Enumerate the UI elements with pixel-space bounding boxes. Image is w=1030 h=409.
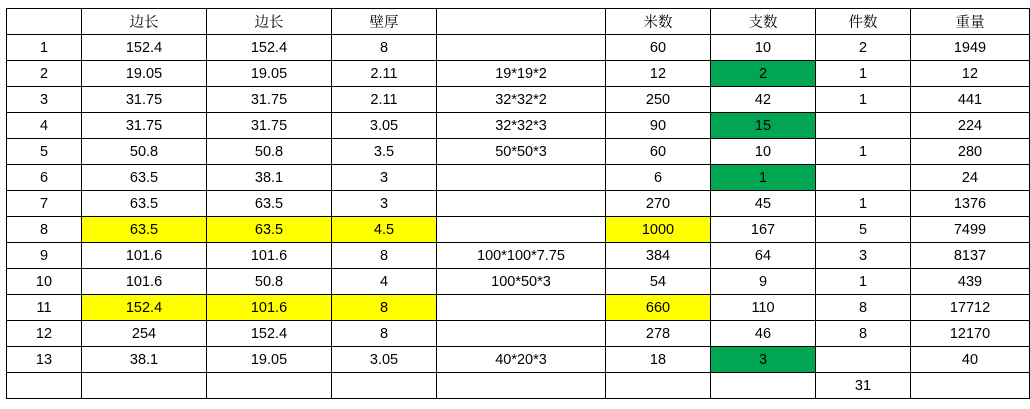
cell-spec[interactable]: 100*50*3 xyxy=(437,269,606,295)
cell-wall-thickness[interactable]: 8 xyxy=(332,321,437,347)
cell-wall-thickness[interactable]: 8 xyxy=(332,35,437,61)
data-table xyxy=(6,8,1030,399)
cell-bundles[interactable]: 1 xyxy=(816,269,911,295)
cell-wall-thickness[interactable]: 3.05 xyxy=(332,347,437,373)
cell-bundles[interactable]: 31 xyxy=(816,373,911,399)
cell-bundles[interactable] xyxy=(816,165,911,191)
cell-pieces[interactable]: 167 xyxy=(711,217,816,243)
cell-meters[interactable]: 278 xyxy=(606,321,711,347)
cell-side-length-1[interactable]: 254 xyxy=(82,321,207,347)
column-header-meters: 米数 xyxy=(606,9,711,35)
cell-meters[interactable]: 250 xyxy=(606,87,711,113)
cell-side-length-1[interactable]: 50.8 xyxy=(82,139,207,165)
cell-spec[interactable]: 100*100*7.75 xyxy=(437,243,606,269)
cell-meters[interactable]: 60 xyxy=(606,35,711,61)
column-header-bundles: 件数 xyxy=(816,9,911,35)
cell-index[interactable]: 4 xyxy=(7,113,82,139)
table-row xyxy=(7,321,1030,347)
cell-index[interactable]: 13 xyxy=(7,347,82,373)
cell-side-length-2[interactable]: 31.75 xyxy=(207,113,332,139)
cell-side-length-2[interactable]: 19.05 xyxy=(207,61,332,87)
column-header-weight: 重量 xyxy=(911,9,1030,35)
cell-side-length-2[interactable]: 31.75 xyxy=(207,87,332,113)
cell-wall-thickness[interactable]: 3 xyxy=(332,165,437,191)
cell-meters[interactable]: 54 xyxy=(606,269,711,295)
cell-wall-thickness[interactable]: 8 xyxy=(332,295,437,321)
cell-weight[interactable]: 1376 xyxy=(911,191,1030,217)
cell-pieces[interactable]: 1 xyxy=(711,165,816,191)
cell-spec[interactable]: 32*32*3 xyxy=(437,113,606,139)
cell-side-length-1[interactable]: 19.05 xyxy=(82,61,207,87)
cell-weight[interactable]: 12170 xyxy=(911,321,1030,347)
table-row xyxy=(7,295,1030,321)
cell-spec[interactable] xyxy=(437,165,606,191)
cell-side-length-1[interactable]: 63.5 xyxy=(82,191,207,217)
cell-pieces[interactable]: 15 xyxy=(711,113,816,139)
cell-spec[interactable]: 40*20*3 xyxy=(437,347,606,373)
cell-side-length-2[interactable]: 152.4 xyxy=(207,321,332,347)
cell-pieces[interactable]: 110 xyxy=(711,295,816,321)
cell-side-length-2[interactable]: 19.05 xyxy=(207,347,332,373)
cell-side-length-2[interactable]: 152.4 xyxy=(207,35,332,61)
table-row xyxy=(7,217,1030,243)
cell-bundles[interactable]: 2 xyxy=(816,35,911,61)
cell-side-length-2[interactable]: 63.5 xyxy=(207,191,332,217)
table-row xyxy=(7,269,1030,295)
cell-wall-thickness[interactable]: 3.5 xyxy=(332,139,437,165)
cell-spec[interactable]: 19*19*2 xyxy=(437,61,606,87)
cell-pieces[interactable]: 64 xyxy=(711,243,816,269)
cell-side-length-1[interactable]: 31.75 xyxy=(82,113,207,139)
cell-meters[interactable]: 270 xyxy=(606,191,711,217)
cell-meters[interactable] xyxy=(606,373,711,399)
cell-meters[interactable]: 660 xyxy=(606,295,711,321)
cell-index[interactable]: 5 xyxy=(7,139,82,165)
cell-index[interactable]: 3 xyxy=(7,87,82,113)
cell-index[interactable]: 2 xyxy=(7,61,82,87)
column-header-side-length-1: 边长 xyxy=(82,9,207,35)
cell-spec[interactable] xyxy=(437,373,606,399)
cell-side-length-1[interactable]: 101.6 xyxy=(82,243,207,269)
cell-wall-thickness[interactable]: 4.5 xyxy=(332,217,437,243)
table-row xyxy=(7,113,1030,139)
cell-pieces[interactable] xyxy=(711,373,816,399)
cell-side-length-1[interactable]: 63.5 xyxy=(82,217,207,243)
cell-meters[interactable]: 384 xyxy=(606,243,711,269)
cell-meters[interactable]: 1000 xyxy=(606,217,711,243)
cell-side-length-1[interactable] xyxy=(82,373,207,399)
table-row xyxy=(7,165,1030,191)
table-row xyxy=(7,139,1030,165)
cell-side-length-2[interactable]: 50.8 xyxy=(207,269,332,295)
cell-meters[interactable]: 12 xyxy=(606,61,711,87)
cell-side-length-2[interactable]: 101.6 xyxy=(207,295,332,321)
cell-weight[interactable]: 7499 xyxy=(911,217,1030,243)
cell-pieces[interactable]: 2 xyxy=(711,61,816,87)
cell-side-length-2[interactable]: 50.8 xyxy=(207,139,332,165)
table-row xyxy=(7,347,1030,373)
cell-side-length-2[interactable]: 38.1 xyxy=(207,165,332,191)
cell-pieces[interactable]: 9 xyxy=(711,269,816,295)
cell-wall-thickness[interactable]: 2.11 xyxy=(332,87,437,113)
cell-index[interactable]: 11 xyxy=(7,295,82,321)
cell-weight[interactable]: 1949 xyxy=(911,35,1030,61)
cell-bundles[interactable]: 1 xyxy=(816,191,911,217)
cell-pieces[interactable]: 46 xyxy=(711,321,816,347)
cell-spec[interactable] xyxy=(437,191,606,217)
cell-bundles[interactable]: 3 xyxy=(816,243,911,269)
cell-bundles[interactable] xyxy=(816,113,911,139)
cell-wall-thickness[interactable]: 3 xyxy=(332,191,437,217)
cell-bundles[interactable]: 1 xyxy=(816,61,911,87)
cell-meters[interactable]: 6 xyxy=(606,165,711,191)
cell-side-length-1[interactable]: 101.6 xyxy=(82,269,207,295)
table-row xyxy=(7,61,1030,87)
cell-weight[interactable]: 24 xyxy=(911,165,1030,191)
cell-side-length-2[interactable]: 101.6 xyxy=(207,243,332,269)
column-header-wall-thickness: 壁厚 xyxy=(332,9,437,35)
cell-weight[interactable]: 8137 xyxy=(911,243,1030,269)
cell-wall-thickness[interactable]: 2.11 xyxy=(332,61,437,87)
cell-weight[interactable]: 40 xyxy=(911,347,1030,373)
cell-wall-thickness[interactable]: 4 xyxy=(332,269,437,295)
column-header-side-length-2: 边长 xyxy=(207,9,332,35)
cell-index[interactable]: 6 xyxy=(7,165,82,191)
cell-bundles[interactable]: 1 xyxy=(816,139,911,165)
cell-meters[interactable]: 18 xyxy=(606,347,711,373)
cell-index[interactable]: 8 xyxy=(7,217,82,243)
cell-wall-thickness[interactable]: 8 xyxy=(332,243,437,269)
cell-pieces[interactable]: 42 xyxy=(711,87,816,113)
cell-index[interactable]: 10 xyxy=(7,269,82,295)
cell-weight[interactable]: 12 xyxy=(911,61,1030,87)
cell-side-length-2[interactable] xyxy=(207,373,332,399)
cell-wall-thickness[interactable] xyxy=(332,373,437,399)
table-row xyxy=(7,35,1030,61)
table-row xyxy=(7,373,1030,399)
cell-index[interactable] xyxy=(7,373,82,399)
cell-weight[interactable] xyxy=(911,373,1030,399)
cell-spec[interactable] xyxy=(437,321,606,347)
cell-pieces[interactable]: 10 xyxy=(711,139,816,165)
table-body xyxy=(7,9,1030,399)
cell-spec[interactable] xyxy=(437,35,606,61)
cell-bundles[interactable]: 8 xyxy=(816,321,911,347)
table-row xyxy=(7,87,1030,113)
cell-side-length-1[interactable]: 152.4 xyxy=(82,295,207,321)
cell-side-length-1[interactable]: 38.1 xyxy=(82,347,207,373)
cell-bundles[interactable]: 5 xyxy=(816,217,911,243)
cell-spec[interactable]: 32*32*2 xyxy=(437,87,606,113)
column-header-pieces: 支数 xyxy=(711,9,816,35)
cell-spec[interactable] xyxy=(437,217,606,243)
cell-side-length-2[interactable]: 63.5 xyxy=(207,217,332,243)
column-header-spec xyxy=(437,9,606,35)
cell-bundles[interactable]: 1 xyxy=(816,87,911,113)
cell-side-length-1[interactable]: 152.4 xyxy=(82,35,207,61)
cell-meters[interactable]: 60 xyxy=(606,139,711,165)
cell-index[interactable]: 7 xyxy=(7,191,82,217)
cell-meters[interactable]: 90 xyxy=(606,113,711,139)
cell-bundles[interactable] xyxy=(816,347,911,373)
cell-index[interactable]: 12 xyxy=(7,321,82,347)
cell-weight[interactable]: 17712 xyxy=(911,295,1030,321)
cell-spec[interactable] xyxy=(437,295,606,321)
cell-index[interactable]: 9 xyxy=(7,243,82,269)
table-row xyxy=(7,243,1030,269)
cell-index[interactable]: 1 xyxy=(7,35,82,61)
table-row xyxy=(7,191,1030,217)
cell-pieces[interactable]: 10 xyxy=(711,35,816,61)
cell-side-length-1[interactable]: 31.75 xyxy=(82,87,207,113)
table-header-row xyxy=(7,9,1030,35)
cell-weight[interactable]: 280 xyxy=(911,139,1030,165)
column-header-index xyxy=(7,9,82,35)
cell-weight[interactable]: 224 xyxy=(911,113,1030,139)
cell-weight[interactable]: 439 xyxy=(911,269,1030,295)
cell-spec[interactable]: 50*50*3 xyxy=(437,139,606,165)
cell-bundles[interactable]: 8 xyxy=(816,295,911,321)
cell-wall-thickness[interactable]: 3.05 xyxy=(332,113,437,139)
cell-side-length-1[interactable]: 63.5 xyxy=(82,165,207,191)
cell-weight[interactable]: 441 xyxy=(911,87,1030,113)
cell-pieces[interactable]: 3 xyxy=(711,347,816,373)
cell-pieces[interactable]: 45 xyxy=(711,191,816,217)
